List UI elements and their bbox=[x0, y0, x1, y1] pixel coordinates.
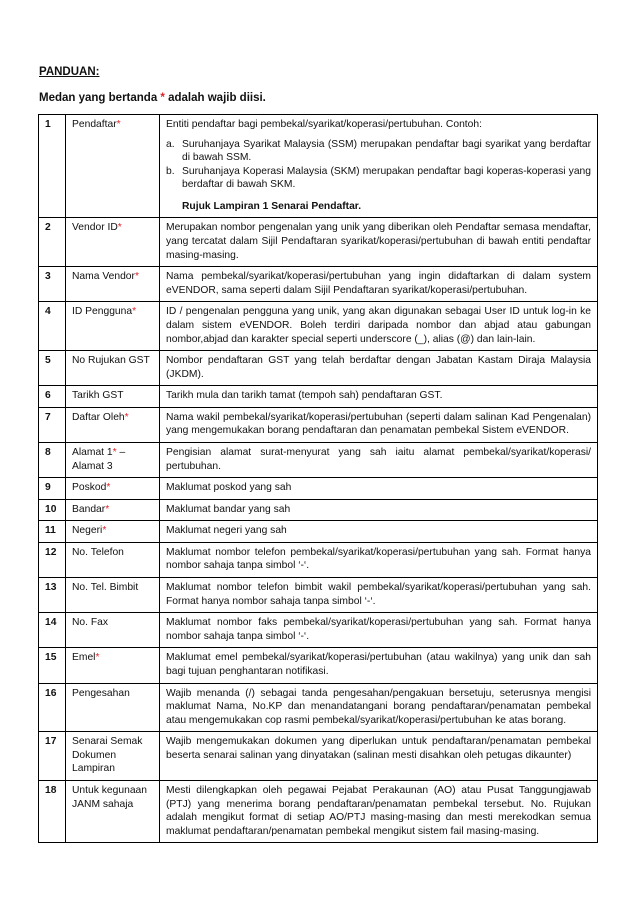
guide-table bbox=[38, 114, 598, 843]
field-description bbox=[160, 613, 598, 648]
field-name bbox=[66, 442, 160, 477]
field-label: No. Fax bbox=[72, 617, 109, 629]
field-label: Emel bbox=[72, 652, 96, 664]
row-number: 15 bbox=[39, 648, 66, 683]
field-name bbox=[66, 683, 160, 732]
row-number: 12 bbox=[39, 542, 66, 577]
table-row bbox=[39, 218, 598, 267]
description-text: Maklumat nombor faks pembekal/syarikat/koperasi/pertubuhan yang sah. Format hanya nombor sahaja tanpa simbol ‘-‘. bbox=[166, 617, 591, 642]
list-item bbox=[166, 165, 591, 192]
required-asterisk: * bbox=[116, 119, 121, 130]
field-description bbox=[160, 442, 598, 477]
field-name bbox=[66, 302, 160, 351]
field-label: ID Pengguna bbox=[72, 306, 133, 318]
required-asterisk: * bbox=[132, 306, 137, 318]
description-text: Nama wakil pembekal/syarikat/koperasi/pertubuhan (seperti dalam salinan Kad Pengenalan) yang mengemukakan borang pendaftaran dan penamatan pembekal Sistem eVENDOR. bbox=[166, 411, 591, 437]
field-name bbox=[66, 648, 160, 683]
table-row bbox=[39, 302, 598, 351]
description-text: Maklumat negeri yang sah bbox=[166, 525, 287, 537]
row-number: 11 bbox=[39, 521, 66, 543]
description-text: Merupakan nombor pengenalan yang unik yang diberikan oleh Pendaftar semasa mendaftar, yang tercatat dalam Sijil Pendaftaran syarikat/koperasi/pertubuhan di bawah entiti pendaftar masing-masing. bbox=[166, 222, 591, 261]
required-asterisk: * bbox=[160, 92, 165, 104]
field-label: No Rujukan GST bbox=[72, 355, 150, 367]
field-label: Pengesahan bbox=[72, 687, 130, 699]
field-label: Untuk kegunaan JANM sahaja bbox=[72, 784, 147, 810]
page-heading: PANDUAN: bbox=[39, 66, 100, 78]
required-asterisk: * bbox=[106, 482, 111, 494]
row-number: 16 bbox=[39, 683, 66, 732]
list-marker: a. bbox=[166, 138, 175, 150]
field-name bbox=[66, 218, 160, 267]
field-name bbox=[66, 578, 160, 613]
description-text: Wajib menanda (/) sebagai tanda pengesahan/pengakuan bersetuju, seterusnya mengisi maklumat Nama, No.KP dan menandatangani borang pendaftaran/penamatan pembekal atau mengemukakan cop rasmi pembekal/syarikat/koperasi/pertubuhan ke atas borang. bbox=[166, 687, 591, 726]
description-text: Pengisian alamat surat-menyurat yang sah iaitu alamat pembekal/syarikat/koperasi/ pertubuhan. bbox=[166, 446, 591, 472]
description-text: Maklumat poskod yang sah bbox=[166, 482, 292, 494]
field-description bbox=[160, 218, 598, 267]
description-text: Nama pembekal/syarikat/koperasi/pertubuhan yang ingin didaftarkan di dalam system eVENDOR, sama seperti dalam Sijil Pendaftaran syarikat/koperasi/pertubuhan. bbox=[166, 271, 591, 296]
field-description bbox=[160, 683, 598, 732]
field-label: Vendor ID bbox=[72, 222, 118, 234]
appendix-reference: Rujuk Lampiran 1 Senarai Pendaftar. bbox=[182, 200, 362, 212]
table-row bbox=[39, 613, 598, 648]
description-text: Entiti pendaftar bagi pembekal/syarikat/koperasi/pertubuhan. Contoh: bbox=[166, 119, 482, 130]
table-row bbox=[39, 683, 598, 732]
row-number: 1 bbox=[39, 115, 66, 218]
field-description bbox=[160, 478, 598, 500]
field-label: Poskod bbox=[72, 482, 107, 494]
example-list bbox=[166, 138, 591, 192]
list-marker: b. bbox=[166, 165, 175, 177]
field-label: Tarikh GST bbox=[72, 390, 124, 402]
list-item bbox=[166, 138, 591, 165]
field-label: No. Telefon bbox=[72, 546, 124, 558]
field-description bbox=[160, 732, 598, 781]
table-row bbox=[39, 732, 598, 781]
table-row bbox=[39, 386, 598, 408]
row-number: 13 bbox=[39, 578, 66, 613]
field-description bbox=[160, 578, 598, 613]
field-label: Alamat 1 bbox=[72, 446, 113, 458]
required-asterisk: * bbox=[124, 411, 129, 423]
field-label-line2: Alamat 3 bbox=[72, 460, 113, 472]
required-asterisk: * bbox=[112, 446, 117, 458]
list-item-text: Suruhanjaya Koperasi Malaysia (SKM) merupakan pendaftar bagi koperas-koperasi yang berdaftar di bawah SKM. bbox=[182, 165, 591, 191]
table-row bbox=[39, 478, 598, 500]
guide-table-body bbox=[39, 115, 598, 843]
row-number: 6 bbox=[39, 386, 66, 408]
table-row bbox=[39, 351, 598, 386]
required-asterisk: * bbox=[105, 503, 110, 515]
field-name bbox=[66, 542, 160, 577]
field-description bbox=[160, 351, 598, 386]
row-number: 5 bbox=[39, 351, 66, 386]
row-number: 7 bbox=[39, 407, 66, 442]
table-row bbox=[39, 780, 598, 842]
field-name bbox=[66, 613, 160, 648]
row-number: 8 bbox=[39, 442, 66, 477]
field-label: Daftar Oleh bbox=[72, 411, 125, 423]
field-description bbox=[160, 115, 598, 218]
required-asterisk: * bbox=[102, 525, 107, 537]
field-name bbox=[66, 115, 160, 218]
table-row bbox=[39, 267, 598, 302]
table-row bbox=[39, 442, 598, 477]
field-label: Pendaftar bbox=[72, 119, 117, 130]
field-label: Nama Vendor bbox=[72, 271, 135, 283]
description-text: Maklumat bandar yang sah bbox=[166, 503, 291, 515]
table-row bbox=[39, 499, 598, 521]
description-text: Wajib mengemukakan dokumen yang diperlukan untuk pendaftaran/penamatan pembekal beserta senarai salinan yang dinyatakan (salinan mesti disahkan oleh petugas dikaunter) bbox=[166, 736, 591, 761]
description-text: Maklumat emel pembekal/syarikat/koperasi/pertubuhan (atau wakilnya) yang unik dan sah bagi tujuan penghantaran notifikasi. bbox=[166, 652, 591, 677]
required-note bbox=[39, 92, 266, 104]
field-name bbox=[66, 351, 160, 386]
table-row bbox=[39, 115, 598, 218]
list-item-text: Suruhanjaya Syarikat Malaysia (SSM) merupakan pendaftar bagi syarikat yang berdaftar di bawah SSM. bbox=[182, 138, 591, 164]
field-description bbox=[160, 542, 598, 577]
description-text: Maklumat nombor telefon bimbit wakil pembekal/syarikat/koperasi/pertubuhan yang sah. Format hanya nombor sahaja tanpa simbol ‘-‘. bbox=[166, 582, 591, 607]
field-description bbox=[160, 302, 598, 351]
field-name bbox=[66, 499, 160, 521]
field-description bbox=[160, 267, 598, 302]
row-number: 4 bbox=[39, 302, 66, 351]
description-text: Tarikh mula dan tarikh tamat (tempoh sah) pendaftaran GST. bbox=[166, 390, 443, 402]
row-number: 10 bbox=[39, 499, 66, 521]
field-description bbox=[160, 386, 598, 408]
description-text: Mesti dilengkapkan oleh pegawai Pejabat Perakaunan (AO) atau Pusat Tanggungjawab (PTJ) yang menerima borang pendaftaran/penamatan pembekal tersebut. No. Rujukan adalah mengikut format di setiap AO/PTJ masing-masing dan mesti merekodkan semua maklumat pendaftaran/penamatan pembekal mengikut sistem fail masing-masing. bbox=[166, 784, 591, 837]
field-name bbox=[66, 407, 160, 442]
field-label: Negeri bbox=[72, 525, 103, 537]
description-text: Maklumat nombor telefon pembekal/syarikat/koperasi/pertubuhan yang sah. Format hanya nombor sahaja tanpa simbol ‘-‘. bbox=[166, 546, 591, 572]
row-number: 2 bbox=[39, 218, 66, 267]
row-number: 14 bbox=[39, 613, 66, 648]
table-row bbox=[39, 648, 598, 683]
field-name bbox=[66, 267, 160, 302]
field-label-tail: – bbox=[116, 446, 126, 458]
table-row bbox=[39, 578, 598, 613]
field-description bbox=[160, 407, 598, 442]
description-text: ID / pengenalan pengguna yang unik, yang akan digunakan sebagai User ID untuk log-in ke dalam sistem eVENDOR. Boleh terdiri daripada nombor dan abjad atau gabungan nombor,abjad dan karakter special seperti underscore (_), alias (@) dan lain-lain. bbox=[166, 306, 591, 345]
required-note-after: adalah wajib diisi. bbox=[164, 92, 266, 104]
table-row bbox=[39, 521, 598, 543]
required-asterisk: * bbox=[95, 652, 100, 664]
field-name bbox=[66, 780, 160, 842]
field-description bbox=[160, 521, 598, 543]
required-note-before: Medan yang bertanda bbox=[39, 92, 161, 104]
field-name bbox=[66, 521, 160, 543]
row-number: 9 bbox=[39, 478, 66, 500]
field-description bbox=[160, 780, 598, 842]
field-name bbox=[66, 732, 160, 781]
field-label: Senarai Semak Dokumen Lampiran bbox=[72, 736, 143, 775]
field-description bbox=[160, 648, 598, 683]
field-label: Bandar bbox=[72, 503, 106, 515]
row-number: 3 bbox=[39, 267, 66, 302]
field-label: No. Tel. Bimbit bbox=[72, 582, 139, 594]
field-name bbox=[66, 386, 160, 408]
row-number: 18 bbox=[39, 780, 66, 842]
field-description bbox=[160, 499, 598, 521]
table-row bbox=[39, 407, 598, 442]
table-row bbox=[39, 542, 598, 577]
description-text: Nombor pendaftaran GST yang telah berdaftar dengan Jabatan Kastam Diraja Malaysia (JKDM). bbox=[166, 355, 591, 380]
required-asterisk: * bbox=[117, 222, 122, 234]
required-asterisk: * bbox=[134, 271, 139, 283]
field-name bbox=[66, 478, 160, 500]
row-number: 17 bbox=[39, 732, 66, 781]
